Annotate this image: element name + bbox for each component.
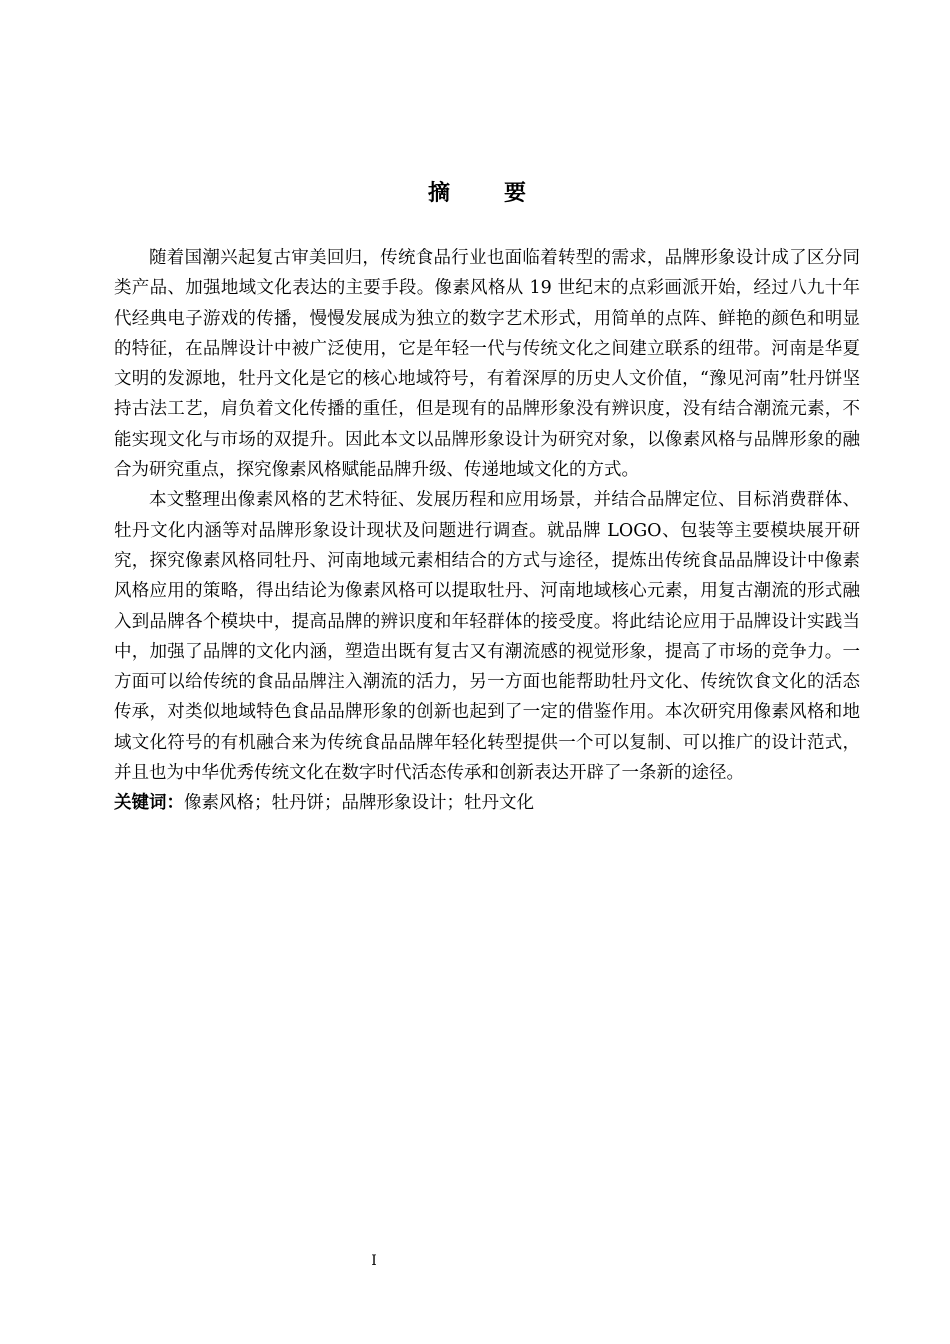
abstract-paragraph-2: 本文整理出像素风格的艺术特征、发展历程和应用场景，并结合品牌定位、目标消费群体、牡丹文化内涵等对品牌形象设计现状及问题进行调查。就品牌 LOGO、包装等主要模块展开研究，探究像素风格同牡丹、河南地域元素相结合的方式与途径，提炼出传统食品品牌设计中像素风格应用的策略，得出结论为像素风格可以提取牡丹、河南地域核心元素，用复古潮流的形式融入到品牌各个模块中，提高品牌的辨识度和年轻群体的接受度。将此结论应用于品牌设计实践当中，加强了品牌的文化内涵，塑造出既有复古又有潮流感的视觉形象，提高了市场的竞争力。一方面可以给传统的食品品牌注入潮流的活力，另一方面也能帮助牡丹文化、传统饮食文化的活态传承，对类似地域特色食品品牌形象的创新也起到了一定的借鉴作用。本次研究用像素风格和地域文化符号的有机融合来为传统食品品牌年轻化转型提供一个可以复制、可以推广的设计范式，并且也为中华优秀传统文化在数字时代活态传承和创新表达开辟了一条新的途径。 bbox=[114, 490, 860, 784]
keywords-line bbox=[114, 788, 860, 818]
keywords-label: 关键词： bbox=[114, 793, 184, 814]
page-number: I bbox=[371, 1253, 377, 1269]
abstract-title: 摘 要 bbox=[427, 181, 542, 206]
keywords-value: 像素风格；牡丹饼；品牌形象设计；牡丹文化 bbox=[184, 793, 534, 814]
abstract-body bbox=[114, 243, 860, 819]
abstract-paragraph-1: 随着国潮兴起复古审美回归，传统食品行业也面临着转型的需求，品牌形象设计成了区分同类产品、加强地域文化表达的主要手段。像素风格从 19 世纪末的点彩画派开始，经过八九十年代经典电子游戏的传播，慢慢发展成为独立的数字艺术形式，用简单的点阵、鲜艳的颜色和明显的特征，在品牌设计中被广泛使用，它是年轻一代与传统文化之间建立联系的纽带。河南是华夏文明的发源地，牡丹文化是它的核心地域符号，有着深厚的历史人文价值，“豫见河南”牡丹饼坚持古法工艺，肩负着文化传播的重任，但是现有的品牌形象没有辨识度，没有结合潮流元素，不能实现文化与市场的双提升。因此本文以品牌形象设计为研究对象，以像素风格与品牌形象的融合为研究重点，探究像素风格赋能品牌升级、传递地域文化的方式。 bbox=[114, 248, 860, 481]
